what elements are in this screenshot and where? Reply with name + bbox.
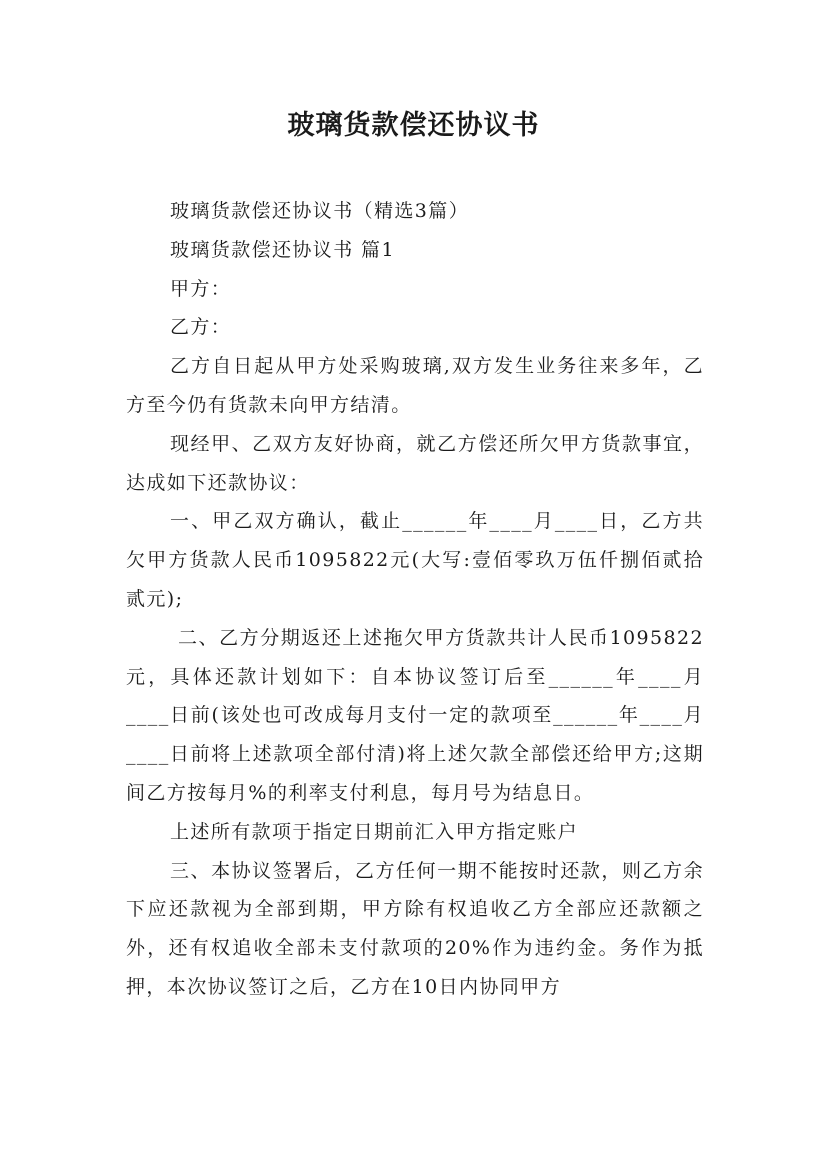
paragraph-negotiation: 现经甲、乙双方友好协商，就乙方偿还所欠甲方货款事宜，达成如下还款协议： xyxy=(126,432,704,494)
paragraph-payment-account: 上述所有款项于指定日期前汇入甲方指定账户 xyxy=(170,820,579,843)
paragraph-section-heading: 玻璃货款偿还协议书 篇1 xyxy=(170,238,395,261)
paragraph-clause-2: 二、乙方分期返还上述拖欠甲方货款共计人民币1095822元，具体还款计划如下：自本协议签订后至______年____月____日前(该处也可改成每月支付一定的款项至______年____月____日前将上述款项全部付清)将上述欠款全部偿还给甲方;这期间乙方按每月%的利率支付利息，每月号为结息日。 xyxy=(126,626,704,804)
document-body xyxy=(126,192,704,1007)
paragraph-subtitle: 玻璃货款偿还协议书（精选3篇） xyxy=(170,200,470,222)
paragraph-party-a: 甲方： xyxy=(170,277,232,300)
document-title: 玻璃货款偿还协议书 xyxy=(287,110,540,141)
paragraph-clause-3: 三、本协议签署后，乙方任何一期不能按时还款，则乙方余下应还款视为全部到期，甲方除有权追收乙方全部应还款额之外，还有权追收全部未支付款项的20%作为违约金。务作为抵押，本次协议签订之后，乙方在10日内协同甲方 xyxy=(126,859,704,998)
paragraph-party-b: 乙方： xyxy=(170,316,232,339)
paragraph-clause-1: 一、甲乙双方确认，截止______年____月____日，乙方共欠甲方货款人民币1095822元(大写:壹佰零玖万伍仟捌佰贰拾贰元); xyxy=(126,510,704,610)
paragraph-background: 乙方自日起从甲方处采购玻璃,双方发生业务往来多年，乙方至今仍有货款未向甲方结清。 xyxy=(126,355,704,416)
